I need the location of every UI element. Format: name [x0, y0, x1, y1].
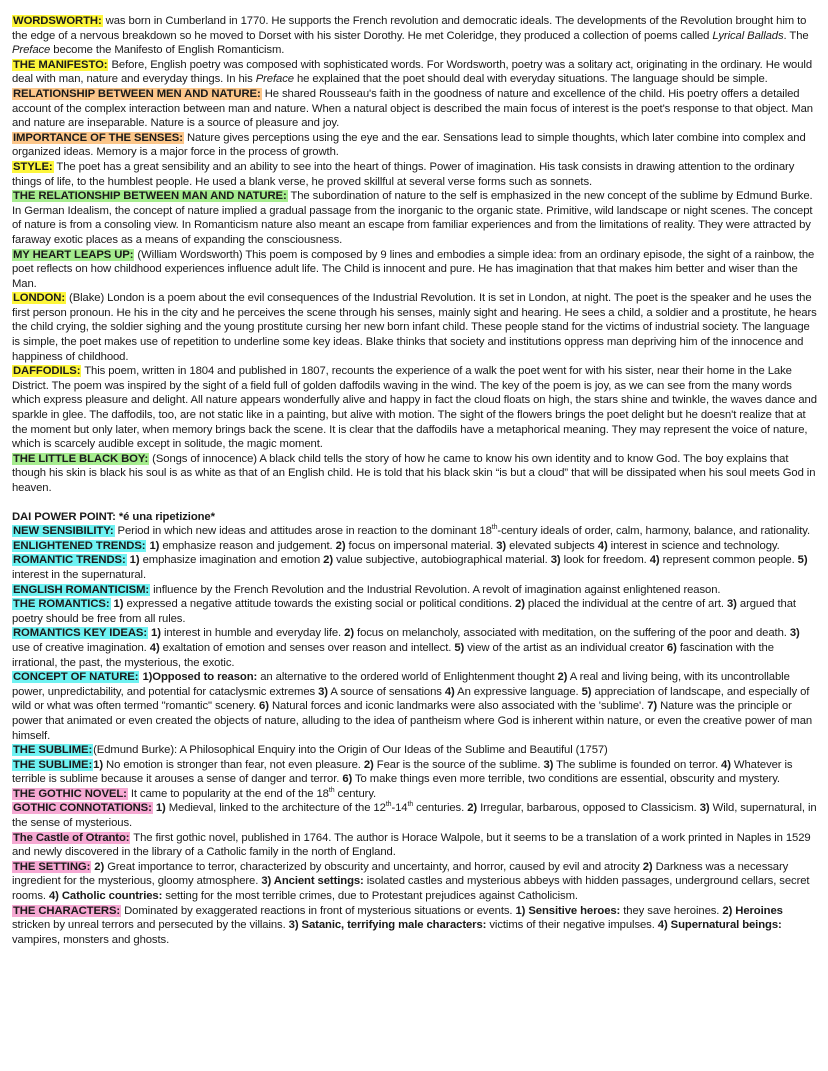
paragraph-text: 3) Ancient settings: [261, 875, 364, 888]
paragraph-text: value subjective, autobiographical material. [333, 554, 551, 567]
paragraph [12, 160, 818, 189]
paragraph [12, 14, 818, 58]
paragraph-text: 4) Catholic countries: [48, 890, 163, 903]
paragraph-text: placed the individual at the centre of art. [524, 598, 727, 611]
paragraph-text: become the Manifesto of English Romanticism. [50, 44, 285, 57]
paragraph-text: No emotion is stronger than fear, not even pleasure. [103, 758, 364, 771]
highlighted-heading: ENLIGHTENED TRENDS: [13, 539, 146, 552]
paragraph-text: (William Wordsworth) This poem is composed by 9 lines and embodies a simple idea: from an ordinary episode, the sight of a rainbow, the poet reflects on how childhood experiences influence adult life. The Child is innocent and pure. He has imagination that that makes him better and wiser than the Man. [12, 248, 815, 290]
highlighted-heading: THE SETTING: [13, 860, 91, 873]
paragraph-text: 5) [581, 685, 592, 698]
paragraph [12, 758, 818, 787]
paragraph-text: Dominated by exaggerated reactions in front of mysterious situations or events. [121, 904, 516, 917]
paragraph-text: Period in which new ideas and attitudes arose in reaction to the dominant 18 [114, 525, 492, 538]
paragraph-text: He shared Rousseau's faith in the goodness of nature and excellence of the child. His poetry offers a detailed account of the complex interaction between man and nature. When a natural object is described the main focus of interest is the poet's response to that object. Man and nature are inseparable. Nature is a source of pleasure and joy. [12, 87, 813, 130]
paragraph-text: 2) [323, 554, 334, 567]
paragraph-text: expressed a negative attitude towards the existing social or political conditions. [123, 598, 516, 611]
paragraph-text: This poem, written in 1804 and published in 1807, recounts the experience of a walk the poet went for with his sister, near their home in the Lake District. The poem was inspired by the sight of a field full of golden daffodils waving in the wind. The key of the poem is joy, as we can see from the many words which express pleasure and delight. All nature appears wonderfully alive and happy in fact the cloud floats on high, the stars shine and twinkle, the waves dance and sparkle in glee. The daffodils, too, are not static like in a painting, but alive with motion. The sight of the flowers brings the poet delight but he doesn't realize that at the moment but only later, when memory brings back the scene. It is clear that the daffodils have a metaphorical meaning. They may represent the voice of nature, which is scarcely audible except in solitude, the magic moment. [12, 365, 817, 451]
paragraph-text: It came to popularity at the end of the 18 [127, 787, 329, 800]
paragraph [12, 539, 818, 554]
paragraph [12, 583, 818, 598]
highlighted-heading: ENGLISH ROMANTICISM: [13, 583, 150, 596]
paragraph-text: Irregular, barbarous, opposed to Classicism. [477, 802, 700, 815]
paragraph-text: 4) [649, 554, 660, 567]
paragraph-text: elevated subjects [506, 539, 598, 552]
paragraph-text: th [328, 787, 335, 795]
paragraph-text: The subordination of nature to the self is emphasized in the new concept of the sublime by Edmund Burke. In German Idealism, the concept of nature implied a gradual passage from the inorganic to the organic state. Primitive, wild landscape or night scenes. The concept of nature is from a consoling view. In Romanticism nature also meant an escape from familiar experiences and from the limitations of reality. They were attracted by faraway exotic places as a means of expanding the consciousness. [12, 190, 813, 246]
paragraph [12, 131, 818, 160]
paragraph [12, 626, 818, 670]
highlighted-heading: RELATIONSHIP BETWEEN MEN AND NATURE: [13, 87, 261, 100]
highlighted-heading: THE SUBLIME: [13, 758, 93, 771]
document-page [12, 14, 818, 947]
highlighted-heading: ROMANTIC TRENDS: [13, 554, 126, 567]
paragraph-text: use of creative imagination. [12, 641, 150, 654]
paragraph-text: interest in humble and everyday life. [160, 627, 345, 640]
paragraph-text: represent common people. [659, 554, 798, 567]
paragraph-text: . The [783, 29, 809, 42]
highlighted-heading: THE LITTLE BLACK BOY: [13, 452, 149, 465]
paragraph-text: stricken by unreal terrors and persecuted by the villains. [12, 919, 289, 932]
highlighted-heading: THE SUBLIME: [13, 744, 93, 757]
paragraph-text: -14 [391, 802, 408, 815]
paragraph-text: focus on impersonal material. [345, 539, 497, 552]
paragraph-text: th [385, 801, 392, 809]
paragraph-text: 6) [666, 641, 677, 654]
paragraph-text: view of the artist as an individual creator [464, 641, 667, 654]
paragraph-text: Medieval, linked to the architecture of the 12 [165, 802, 386, 815]
paragraph-text: The first gothic novel, published in 1764. The author is Horace Walpole, but it seems to be a translation of a work printed in Naples in 1529 and newly discovered in the library of a Catholic family in the north of England. [12, 831, 811, 859]
paragraph-text: exaltation of emotion and senses over reason and intellect. [159, 641, 455, 654]
paragraph-text: Great importance to terror, characterized by obscurity and uncertainty, and horror, caused by evil and atrocity [104, 860, 643, 873]
paragraph-text: emphasize reason and judgement. [159, 539, 336, 552]
highlighted-heading: THE ROMANTICS: [13, 598, 110, 611]
paragraph-text: 7) [647, 700, 658, 713]
paragraph-text: interest in science and technology. [607, 539, 780, 552]
paragraph-text: he explained that the poet should deal with everyday situations. The language should be simple. [293, 73, 768, 86]
paragraph [12, 189, 818, 247]
paragraph-text: 4) [721, 758, 731, 771]
paragraph-text: 3) [496, 539, 507, 552]
highlighted-heading: ROMANTICS KEY IDEAS: [13, 627, 147, 640]
highlighted-heading: THE GOTHIC NOVEL: [13, 787, 127, 800]
paragraph-text: century. [334, 787, 377, 800]
highlighted-heading: THE MANIFESTO: [13, 58, 108, 71]
paragraph [12, 58, 818, 87]
paragraph-text: 3) [318, 685, 328, 698]
paragraph-text: (Blake) London is a poem about the evil consequences of the Industrial Revolution. It is set in London, at night. The poet is the speaker and he uses the first person pronoun. He his in the city and he perceives the scene through his senses, mainly sight and hearing. He sees a child, a soldier and a prostitute, he hears the child crying, the soldier sighing and the young prostitute cursing her new born infant child. These people stand for the victims of industrial society. The language is simple, the poet makes use of repetition to underline some key ideas. Blake thinks that society and institutions oppress man depriving him of the innocence and happiness of childhood. [12, 292, 817, 363]
paragraph-text: 1) Sensitive heroes: [515, 904, 621, 917]
paragraph-text: 4) [149, 641, 160, 654]
paragraph-text: Wild, supernatural, in the sense of mysterious. [12, 802, 817, 830]
paragraph-text: they save heroines. [620, 904, 723, 917]
wordsworth-notes [12, 14, 818, 496]
paragraph-text: -century ideals of order, calm, harmony, balance, and rationality. [497, 525, 810, 538]
paragraph-text: 2) [344, 627, 354, 640]
power-point-notes [12, 524, 818, 947]
paragraph-text: 3) [727, 598, 737, 611]
paragraph-text: 6) [259, 700, 269, 713]
paragraph-text: (Edmund Burke): A Philosophical Enquiry into the Origin of Our Ideas of the Sublime and Beautiful (1757) [93, 744, 608, 757]
paragraph-text: 3) [699, 802, 710, 815]
paragraph [12, 87, 818, 131]
paragraph-text: 2) [515, 598, 525, 611]
paragraph-text: 1) [151, 627, 161, 640]
paragraph-text: Preface [12, 44, 51, 57]
paragraph [12, 801, 818, 830]
paragraph [12, 291, 818, 364]
paragraph-text: 2) [363, 758, 374, 771]
paragraph-text: centuries. [413, 802, 468, 815]
paragraph-text: victims of their negative impulses. [486, 919, 658, 932]
paragraph-text: 4) Supernatural beings: [657, 919, 782, 932]
paragraph-text: 2) [467, 802, 478, 815]
paragraph-text: Natural forces and iconic landmarks were also associated with the 'sublime'. [268, 700, 648, 713]
paragraph-text: argued that poetry should be free from all rules. [12, 598, 796, 625]
paragraph-text: 2) [335, 539, 346, 552]
paragraph-text: 1)Opposed to reason: [142, 671, 258, 684]
highlighted-heading: WORDSWORTH: [13, 15, 102, 27]
highlighted-heading: THE CHARACTERS: [13, 904, 121, 917]
paragraph-text: Before, English poetry was composed with sophisticated words. For Wordsworth, poetry was a solitary act, originating in the ordinary. He would deal with man, nature and everyday things. In his [12, 58, 813, 86]
paragraph-text: 1) [155, 802, 166, 815]
paragraph-text: look for freedom. [560, 554, 650, 567]
paragraph-text: 3) [543, 758, 554, 771]
paragraph-text: fascination with the irrational, the past, the mysterious, the exotic. [12, 641, 774, 669]
highlighted-heading: LONDON: [13, 292, 66, 305]
paragraph-text: 4) [444, 685, 455, 698]
paragraph-text: 3) [550, 554, 561, 567]
section-gap [12, 496, 818, 510]
paragraph-text: Darkness was a necessary ingredient for the mysterious, gloomy atmosphere. [12, 860, 789, 888]
paragraph-text: 1) [129, 554, 140, 567]
paragraph [12, 364, 818, 452]
paragraph-text: 1) [93, 758, 103, 771]
paragraph [12, 831, 818, 860]
paragraph-text: th [407, 801, 414, 809]
paragraph-text: 5) [797, 554, 808, 567]
paragraph-text: An expressive language. [454, 685, 582, 698]
paragraph [12, 670, 818, 743]
paragraph-text: Whatever is terrible is sublime because it arouses a sense of danger and terror. [12, 758, 793, 786]
paragraph-text: isolated castles and mysterious abbeys with hidden passages, underground cellars, secret rooms. [12, 875, 810, 903]
paragraph-text: 3) Satanic, terrifying male characters: [288, 919, 487, 932]
section-title: DAI POWER POINT: *é una ripetizione* [12, 510, 215, 523]
paragraph-text: To make things even more terrible, two conditions are essential, obscurity and mystery. [352, 773, 780, 786]
paragraph-text: influence by the French Revolution and the Industrial Revolution. A revolt of imagination against enlightened reason. [150, 583, 721, 596]
paragraph-text: Nature was the principle or power that animated or even created the objects of nature, alluding to the idea of pantheism where God is inherent within nature, or even the creative power of man himself. [12, 700, 813, 742]
paragraph [12, 743, 818, 758]
paragraph-text: th [491, 524, 498, 532]
paragraph-text: was born in Cumberland in 1770. He supports the French revolution and democratic ideals. The developments of the Revolution brought him to the edge of a nervous breakdown so he moved to Dorset with his sister Dorothy. He met Coleridge, they produced a collection of poems called [12, 15, 807, 42]
paragraph-text: an alternative to the ordered world of Enlightenment thought [257, 671, 558, 684]
highlighted-heading: MY HEART LEAPS UP: [13, 248, 134, 261]
highlighted-heading: CONCEPT OF NATURE: [13, 671, 139, 684]
paragraph-text: appreciation of landscape, and especially of wild or what was often termed "romantic" scenery. [12, 685, 810, 713]
paragraph-text: 3) [789, 627, 800, 640]
paragraph-text: The sublime is founded on terror. [553, 758, 722, 771]
paragraph-text: 1) [113, 598, 124, 611]
paragraph-text: A real and living being, with its uncontrollable power, unpredictability, and potential for cataclysmic extremes [12, 671, 790, 698]
highlighted-heading: IMPORTANCE OF THE SENSES: [13, 131, 183, 144]
paragraph-text: (Songs of innocence) A black child tells the story of how he came to know his own identity and to know God. The boy explains that though his skin is black his soul is as white as that of an English child. He is told that his black skin “is but a cloud” that will be dissipated when his soul meets God in heaven. [12, 452, 816, 494]
paragraph-text: Preface [255, 73, 294, 86]
paragraph-text: 2) Heroines [722, 904, 783, 917]
paragraph-text: 6) [342, 773, 353, 786]
highlighted-heading: DAFFODILS: [13, 365, 81, 378]
highlighted-heading: GOTHIC CONNOTATIONS: [13, 802, 152, 815]
paragraph-text: 2) [557, 671, 568, 684]
paragraph-text: 2) [94, 860, 105, 873]
paragraph [12, 524, 818, 539]
paragraph-text: The poet has a great sensibility and an ability to see into the heart of things. Power of imagination. His task consists in drawing attention to the ordinary things of life, to the humblest people. He used a blank verse, he proved skillful at several verse forms such as sonnets. [12, 160, 795, 188]
paragraph-text: 5) [454, 641, 465, 654]
highlighted-heading: THE RELATIONSHIP BETWEEN MAN AND NATURE: [13, 190, 287, 203]
paragraph-text: 1) [149, 539, 160, 552]
paragraph [12, 597, 818, 626]
paragraph-text: Fear is the source of the sublime. [373, 758, 544, 771]
paragraph-text: vampires, monsters and ghosts. [12, 933, 170, 946]
paragraph-text: 2) [642, 860, 653, 873]
highlighted-heading: NEW SENSIBILITY: [13, 525, 114, 538]
paragraph-text: setting for the most terrible crimes, due to Protestant prejudices against Catholicism. [162, 890, 578, 903]
paragraph-text: Lyrical Ballads [712, 29, 784, 42]
highlighted-heading: The Castle of Otranto: [13, 831, 130, 844]
paragraph-text: emphasize imagination and emotion [139, 554, 324, 567]
paragraph [12, 904, 818, 948]
paragraph [12, 248, 818, 292]
paragraph-text: A source of sensations [327, 685, 445, 698]
paragraph [12, 860, 818, 904]
paragraph-text: 4) [597, 539, 608, 552]
paragraph [12, 452, 818, 496]
highlighted-heading: STYLE: [13, 160, 53, 173]
paragraph-text: Nature gives perceptions using the eye and the ear. Sensations lead to simple thoughts, which later combine into complex and organized ideas. Memory is a major force in the process of growth. [12, 131, 806, 159]
paragraph [12, 553, 818, 582]
paragraph-text: interest in the supernatural. [12, 568, 146, 581]
paragraph [12, 787, 818, 802]
paragraph-text: focus on melancholy, associated with meditation, on the suffering of the poor and death. [354, 627, 790, 640]
